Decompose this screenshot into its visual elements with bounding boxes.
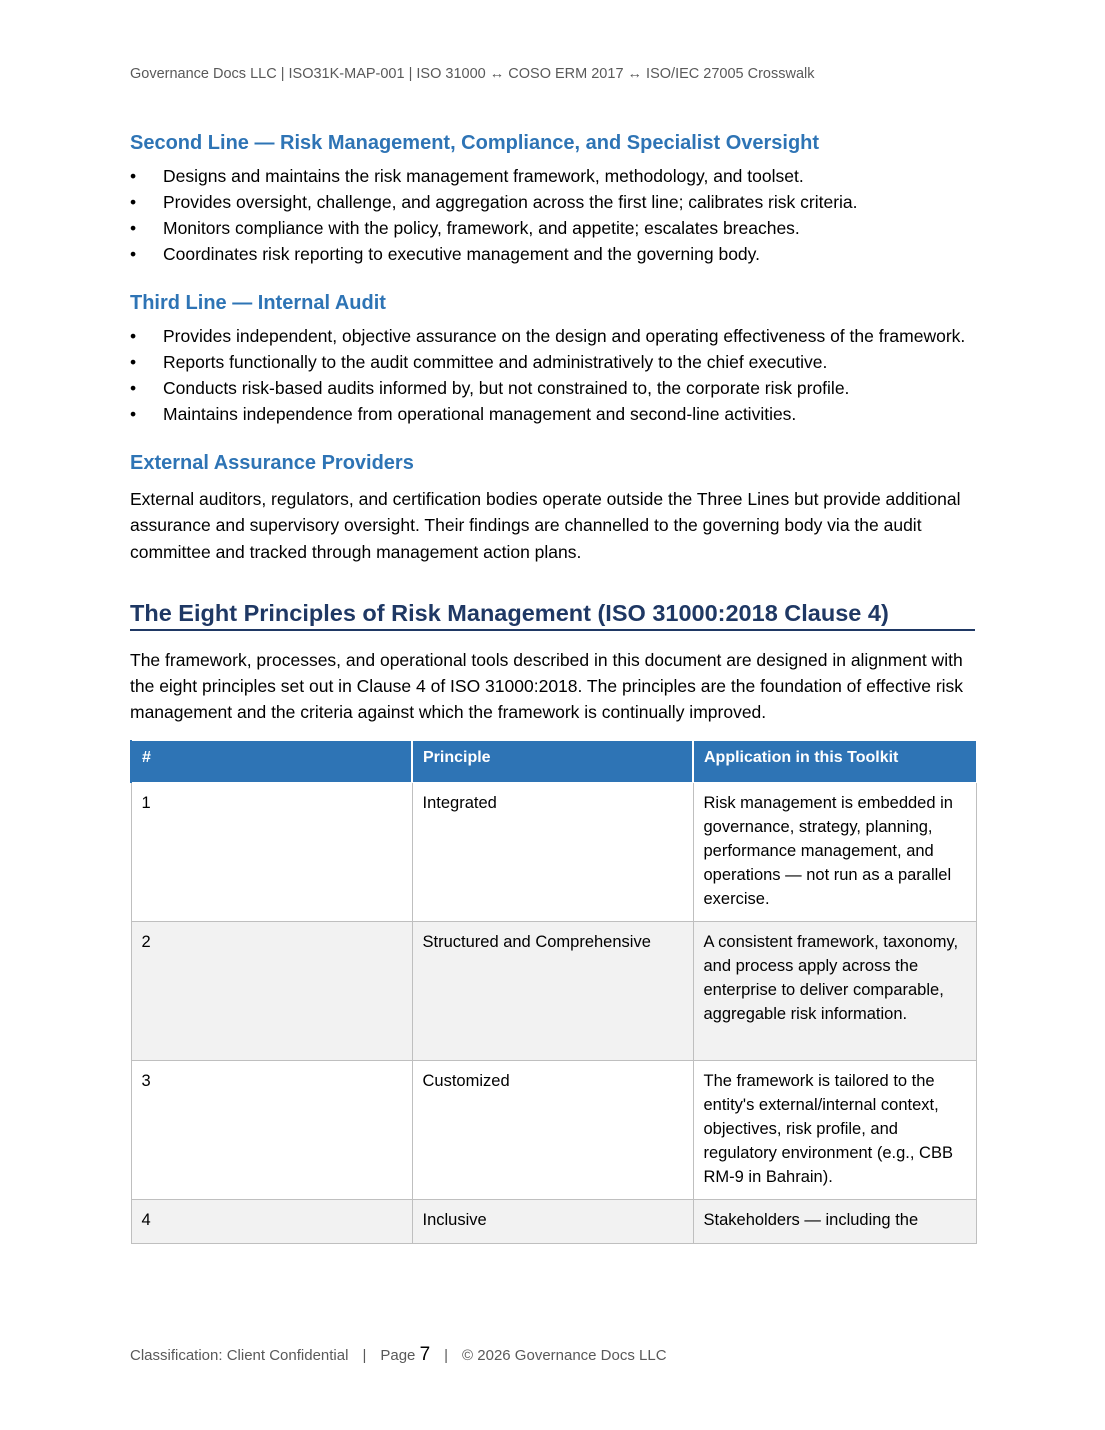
list-item: • Provides independent, objective assurance on the design and operating effectiveness of the framework. <box>130 323 975 349</box>
third-line-list <box>130 323 975 427</box>
list-item: • Coordinates risk reporting to executive management and the governing body. <box>130 241 975 267</box>
cell-application: Stakeholders — including the <box>693 1199 976 1243</box>
bullet-icon: • <box>130 378 137 398</box>
cell-principle: Customized <box>412 1060 693 1199</box>
external-assurance-text: External auditors, regulators, and certification bodies operate outside the Three Lines but provide additional assurance and supervisory oversight. Their findings are channelled to the governing body via the audit committee and tracked through management action plans. <box>130 489 961 562</box>
cell-number: 1 <box>131 782 412 921</box>
page-footer <box>130 1344 667 1366</box>
principles-heading: The Eight Principles of Risk Management (ISO 31000:2018 Clause 4) <box>130 599 975 631</box>
table-row <box>131 1060 976 1199</box>
table-row <box>131 921 976 1060</box>
list-item: • Reports functionally to the audit committee and administratively to the chief executive. <box>130 349 975 375</box>
page-content <box>130 130 975 1244</box>
bullet-icon: • <box>130 244 137 264</box>
cell-number: 3 <box>131 1060 412 1199</box>
copyright-text: © 2026 Governance Docs LLC <box>462 1347 667 1364</box>
page-number: 7 <box>419 1344 431 1365</box>
bullet-icon: • <box>130 326 137 346</box>
bullet-icon: • <box>130 166 137 186</box>
external-assurance-heading: External Assurance Providers <box>130 452 414 474</box>
page-label: Page <box>380 1347 416 1364</box>
principles-table <box>130 740 977 1244</box>
list-item: • Provides oversight, challenge, and aggregation across the first line; calibrates risk criteria. <box>130 189 975 215</box>
cell-principle: Structured and Comprehensive <box>412 921 693 1060</box>
cell-application: Risk management is embedded in governance, strategy, planning, performance management, and operations — not run as a parallel exercise. <box>693 782 976 921</box>
classification-label: Classification: Client Confidential <box>130 1347 349 1364</box>
second-line-heading: Second Line — Risk Management, Compliance, and Specialist Oversight <box>130 132 820 154</box>
second-line-list <box>130 163 975 267</box>
cell-application: The framework is tailored to the entity's external/internal context, objectives, risk profile, and regulatory environment (e.g., CBB RM-9 in Bahrain). <box>693 1060 976 1199</box>
list-item: • Conducts risk-based audits informed by, but not constrained to, the corporate risk profile. <box>130 375 975 401</box>
cell-principle: Integrated <box>412 782 693 921</box>
column-header-number: # <box>131 740 412 782</box>
cell-application: A consistent framework, taxonomy, and process apply across the enterprise to deliver comparable, aggregable risk information. <box>693 921 976 1060</box>
running-header: Governance Docs LLC | ISO31K-MAP-001 | ISO 31000 ↔ COSO ERM 2017 ↔ ISO/IEC 27005 Crosswalk <box>130 66 815 82</box>
cell-principle: Inclusive <box>412 1199 693 1243</box>
footer-separator: | <box>444 1347 449 1364</box>
table-row <box>131 1199 976 1243</box>
cell-number: 4 <box>131 1199 412 1243</box>
cell-number: 2 <box>131 921 412 1060</box>
list-item: • Monitors compliance with the policy, framework, and appetite; escalates breaches. <box>130 215 975 241</box>
list-item: • Designs and maintains the risk management framework, methodology, and toolset. <box>130 163 975 189</box>
bullet-icon: • <box>130 218 137 238</box>
footer-separator: | <box>362 1347 367 1364</box>
bullet-icon: • <box>130 404 137 424</box>
third-line-heading: Third Line — Internal Audit <box>130 292 386 314</box>
bullet-icon: • <box>130 352 137 372</box>
column-header-application: Application in this Toolkit <box>693 740 976 782</box>
list-item: • Maintains independence from operational management and second-line activities. <box>130 401 975 427</box>
principles-intro: The framework, processes, and operational tools described in this document are designed in alignment with the eight principles set out in Clause 4 of ISO 31000:2018. The principles are the foundation of effective risk management and the criteria against which the framework is continually improved. <box>130 649 964 723</box>
table-row <box>131 782 976 921</box>
column-header-principle: Principle <box>412 740 693 782</box>
bullet-icon: • <box>130 192 137 212</box>
table-header-row <box>131 740 976 782</box>
